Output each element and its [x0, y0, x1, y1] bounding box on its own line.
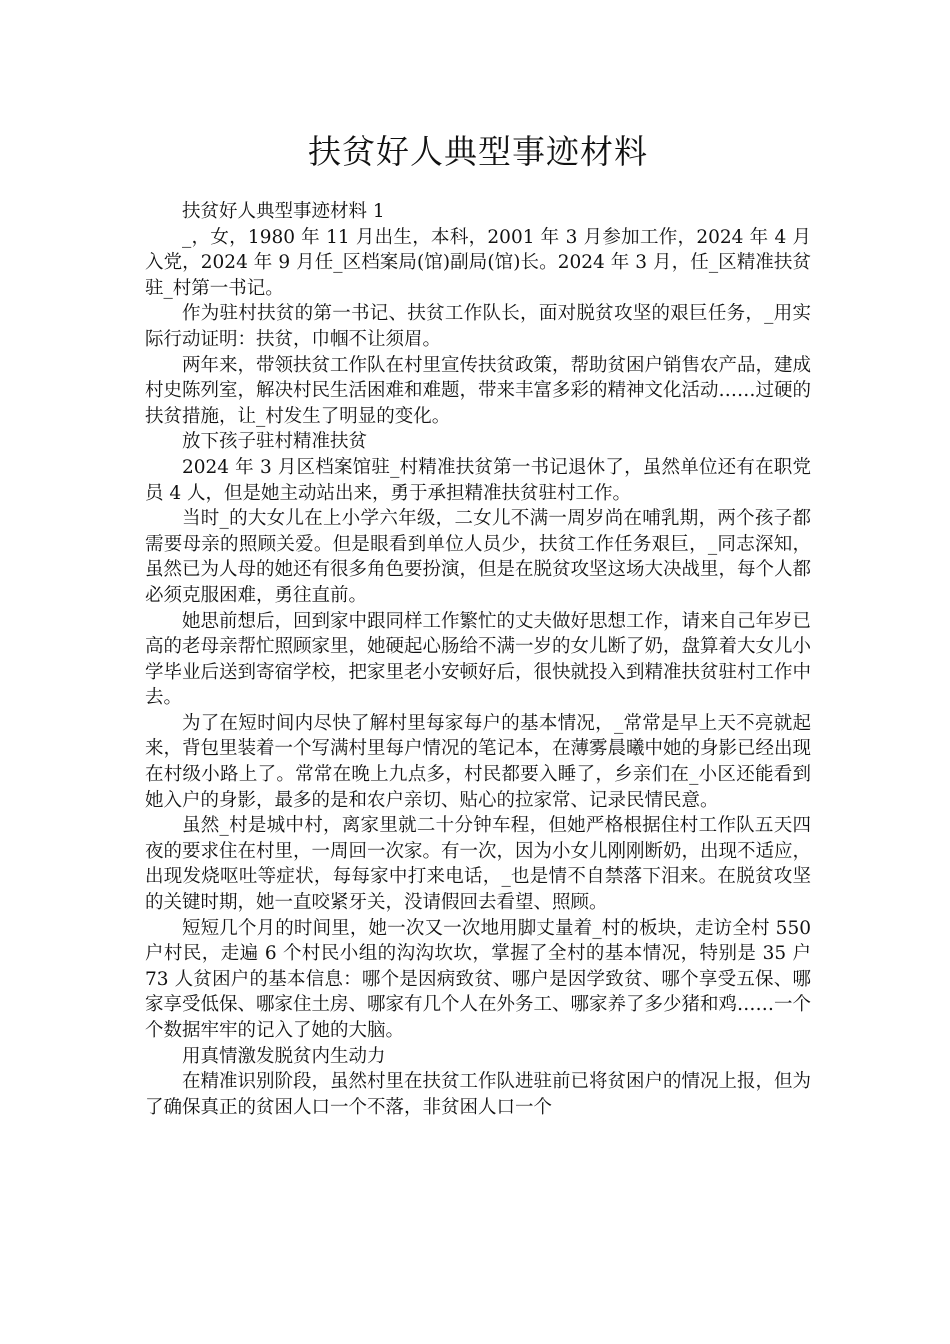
body-paragraph: 在精准识别阶段，虽然村里在扶贫工作队进驻前已将贫困户的情况上报，但为了确保真正的贫困人口一个不落，非贫困人口一个: [145, 1071, 812, 1118]
section-heading: 用真情激发脱贫内生动力: [182, 1045, 386, 1067]
section-heading: 扶贫好人典型事迹材料 1: [182, 201, 385, 222]
body-paragraph: 当时_的大女儿在上小学六年级，二女儿不满一周岁尚在哺乳期，两个孩子都需要母亲的照顾关爱。但是眼看到单位人员少，扶贫工作任务艰巨，_同志深知，虽然已为人母的她还有很多角色要扮演，但是在脱贫攻坚这场大决战里，每个人都必须克服困难，勇往直前。: [145, 508, 812, 606]
body-paragraph: 她思前想后，回到家中跟同样工作繁忙的丈夫做好思想工作，请来自己年岁已高的老母亲帮忙照顾家里，她硬起心肠给不满一岁的女儿断了奶，盘算着大女儿小学毕业后送到寄宿学校，把家里老小安顿好后，很快就投入到精准扶贫驻村工作中去。: [145, 610, 812, 709]
body-paragraph: 虽然_村是城中村，离家里就二十分钟车程，但她严格根据住村工作队五天四夜的要求住在村里，一周回一次家。有一次，因为小女儿刚刚断奶，出现不适应，出现发烧呕吐等症状，每每家中打来电话，_也是情不自禁落下泪来。在脱贫攻坚的关键时期，她一直咬紧牙关，没请假回去看望、照顾。: [145, 815, 812, 914]
body-paragraph: 作为驻村扶贫的第一书记、扶贫工作队长，面对脱贫攻坚的艰巨任务，_用实际行动证明：扶贫，巾帼不让须眉。: [145, 303, 811, 350]
body-paragraph: 短短几个月的时间里，她一次又一次地用脚丈量着_村的板块，走访全村 550 户村民，走遍 6 个村民小组的沟沟坎坎，掌握了全村的基本情况，特别是 35 户 73 人贫困户的基本信息：哪个是因病致贫、哪户是因学致贫、哪个享受五保、哪家享受低保、哪家住土房、哪家有几个人在外务工、哪家养了多少猪和鸡……一个个数据牢牢的记入了她的大脑。: [145, 917, 812, 1041]
body-paragraph: 2024 年 3 月区档案馆驻_村精准扶贫第一书记退休了，虽然单位还有在职党员 4 人，但是她主动站出来，勇于承担精准扶贫驻村工作。: [145, 456, 811, 504]
document-page: [145, 0, 811, 1120]
document-title: 扶贫好人典型事迹材料: [308, 132, 648, 171]
body-paragraph: 两年来，带领扶贫工作队在村里宣传扶贫政策，帮助贫困户销售农产品，建成村史陈列室，解决村民生活困难和难题，带来丰富多彩的精神文化活动……过硬的扶贫措施，让_村发生了明显的变化。: [145, 354, 812, 427]
document-body: [145, 199, 811, 1120]
body-paragraph: _，女，1980 年 11 月出生，本科，2001 年 3 月参加工作，2024 年 4 月入党，2024 年 9 月任_区档案局(馆)副局(馆)长。2024 年 3 月，任_区精准扶贫驻_村第一书记。: [145, 226, 811, 299]
section-heading: 放下孩子驻村精准扶贫: [182, 431, 368, 453]
body-paragraph: 为了在短时间内尽快了解村里每家每户的基本情况，_常常是早上天不亮就起来，背包里装着一个写满村里每户情况的笔记本，在薄雾晨曦中她的身影已经出现在村级小路上了。常常在晚上九点多，村民都要入睡了，乡亲们在_小区还能看到她入户的身影，最多的是和农户亲切、贴心的拉家常、记录民情民意。: [145, 712, 812, 811]
